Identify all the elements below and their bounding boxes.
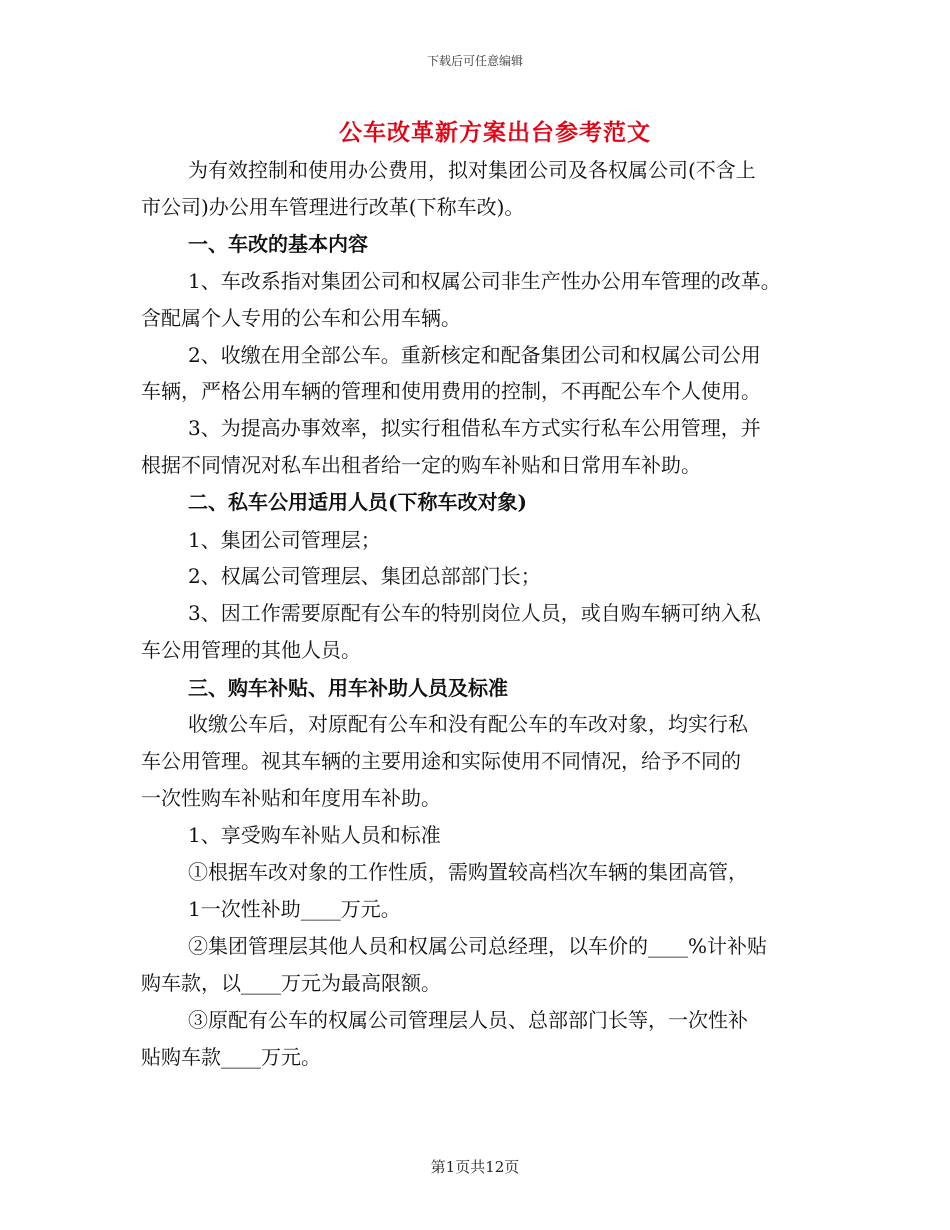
body-line: 1一次性补助____万元。 [188,897,401,921]
body-line: 车公用管理。视其车辆的主要用途和实际使用不同情况，给予不同的 [141,749,741,773]
body-line: 1、享受购车补贴人员和标准 [188,823,441,847]
body-line: 一次性购车补贴和年度用车补助。 [141,786,441,810]
body-line: 购车款，以____万元为最高限额。 [141,971,441,995]
body-line: 车公用管理的其他人员。 [141,638,361,662]
document-title: 公车改革新方案出台参考范文 [339,119,651,146]
body-line: 为有效控制和使用办公费用，拟对集团公司及各权属公司(不含上 [188,158,756,182]
page-footer: 第1页共12页 [430,1158,520,1176]
body-line: ①根据车改对象的工作性质，需购置较高档次车辆的集团高管， [188,860,748,884]
section-heading-2: 二、私车公用适用人员(下称车改对象) [188,490,527,514]
body-line: ②集团管理层其他人员和权属公司总经理，以车价的____%计补贴 [188,934,768,958]
body-line: ③原配有公车的权属公司管理层人员、总部部门长等，一次性补 [188,1008,748,1032]
body-line: 3、为提高办事效率，拟实行租借私车方式实行私车公用管理，并 [188,416,761,440]
body-line: 1、车改系指对集团公司和权属公司非生产性办公用车管理的改革。 [188,269,781,293]
body-line: 2、权属公司管理层、集团总部部门长； [188,564,541,588]
body-line: 含配属个人专用的公车和公用车辆。 [141,306,461,330]
body-line: 市公司)办公用车管理进行改革(下称车改)。 [141,195,525,219]
body-line: 车辆，严格公用车辆的管理和使用费用的控制，不再配公车个人使用。 [141,379,761,403]
page-header: 下载后可任意编辑 [426,54,523,68]
body-line: 根据不同情况对私车出租者给一定的购车补贴和日常用车补助。 [141,453,701,477]
body-line: 1、集团公司管理层； [188,528,381,552]
body-line: 3、因工作需要原配有公车的特别岗位人员，或自购车辆可纳入私 [188,601,761,625]
section-heading-3: 三、购车补贴、用车补助人员及标准 [188,676,508,700]
body-line: 贴购车款____万元。 [141,1045,321,1069]
body-line: 收缴公车后，对原配有公车和没有配公车的车改对象，均实行私 [188,712,748,736]
section-heading-1: 一、车改的基本内容 [188,232,368,256]
body-line: 2、收缴在用全部公车。重新核定和配备集团公司和权属公司公用 [188,343,761,367]
